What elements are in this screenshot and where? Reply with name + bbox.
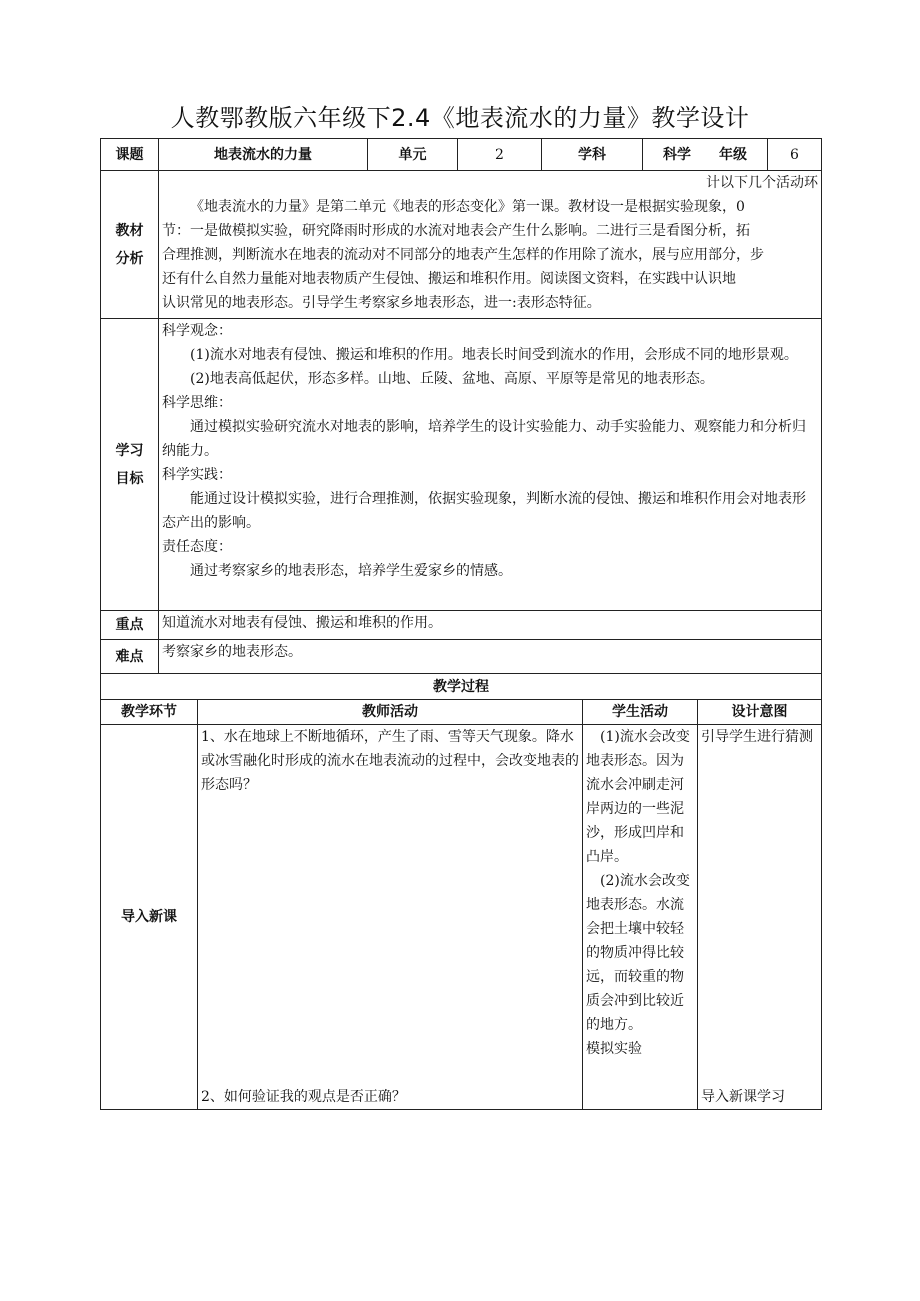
objective-text: 通过考察家乡的地表形态，培养学生爱家乡的情感。 <box>190 563 512 579</box>
objectives-label: 学习 目标 <box>101 319 159 611</box>
analysis-content <box>159 171 822 319</box>
grade-value: 6 <box>768 139 822 171</box>
stage-cell: 导入新课 <box>101 725 198 1110</box>
key-point-text: 知道流水对地表有侵蚀、搬运和堆积的作用。 <box>159 611 822 640</box>
col-student-header: 学生活动 <box>583 700 698 725</box>
teacher-activity-cell <box>198 725 583 1110</box>
lesson-plan-table <box>100 138 822 1110</box>
design-intent-cell <box>698 725 822 1110</box>
analysis-line: 《地表流水的力量》是第二单元《地表的形态变化》第一课。教材设一是根据实验现象，0 <box>190 199 745 215</box>
unit-value: 2 <box>458 139 542 171</box>
col-stage-header: 教学环节 <box>101 700 198 725</box>
unit-label: 单元 <box>368 139 458 171</box>
objectives-content <box>159 319 822 611</box>
objective-heading: 责任态度： <box>162 539 232 555</box>
subject-label: 学科 <box>542 139 643 171</box>
analysis-line: 认识常见的地表形态。引导学生考察家乡地表形态，进一:表形态特征。 <box>162 295 601 311</box>
topic-value: 地表流水的力量 <box>159 139 368 171</box>
objective-heading: 科学实践： <box>162 467 232 483</box>
page-title: 人教鄂教版六年级下2.4《地表流水的力量》教学设计 <box>170 104 750 132</box>
analysis-line: 还有什么自然力量能对地表物质产生侵蚀、搬运和堆积作用。阅读图文资料，在实践中认识地 <box>162 271 736 287</box>
process-header: 教学过程 <box>101 674 822 700</box>
student-activity-3: 模拟实验 <box>586 1041 642 1057</box>
subject-value: 科学 <box>663 146 691 163</box>
objective-text: 能通过设计模拟实验，进行合理推测，依据实验现象，判断水流的侵蚀、搬运和堆积作用会对地表形态产出的影响。 <box>162 491 806 531</box>
analysis-line: 合理推测，判断流水在地表的流动对不同部分的地表产生怎样的作用除了流水，展与应用部分，步 <box>162 247 764 263</box>
student-activity-cell <box>583 725 698 1110</box>
objective-heading: 科学观念： <box>162 323 232 339</box>
teacher-activity-1: 1、水在地球上不断地循环，产生了雨、雪等天气现象。降水或冰雪融化时形成的流水在地表流动的过程中，会改变地表的形态吗？ <box>201 729 579 793</box>
analysis-label: 教材 分析 <box>101 171 159 319</box>
analysis-line: 计以下几个活动环 <box>706 175 818 191</box>
key-point-label: 重点 <box>101 611 159 640</box>
topic-label: 课题 <box>101 139 159 171</box>
col-intent-header: 设计意图 <box>698 700 822 725</box>
col-teacher-header: 教师活动 <box>198 700 583 725</box>
objective-text: (1)流水对地表有侵蚀、搬运和堆积的作用。地表长时间受到流水的作用，会形成不同的地形景观。 <box>190 347 798 363</box>
analysis-line: 节：一是做模拟实验，研究降雨时形成的水流对地表会产生什么影响。二进行三是看图分析，拓 <box>162 223 750 239</box>
grade-label: 年级 <box>719 146 747 163</box>
teacher-activity-2: 2、如何验证我的观点是否正确？ <box>201 1089 406 1105</box>
design-intent-2: 导入新课学习 <box>701 1089 785 1105</box>
design-intent-1: 引导学生进行猜测 <box>701 729 813 745</box>
student-activity-1: (1)流水会改变地表形态。因为流水会冲刷走河岸两边的一些泥沙，形成凹岸和凸岸。 <box>586 729 690 865</box>
subject-grade-cell <box>643 139 768 171</box>
objective-heading: 科学思维： <box>162 395 232 411</box>
difficulty-text: 考察家乡的地表形态。 <box>159 640 822 674</box>
objective-text: 通过模拟实验研究流水对地表的影响，培养学生的设计实验能力、动手实验能力、观察能力和分析归纳能力。 <box>162 419 806 459</box>
difficulty-label: 难点 <box>101 640 159 674</box>
student-activity-2: (2)流水会改变地表形态。水流会把土壤中较轻的物质冲得比较远，而较重的物质会冲到比较近的地方。 <box>586 873 690 1033</box>
objective-text: (2)地表高低起伏，形态多样。山地、丘陵、盆地、高原、平原等是常见的地表形态。 <box>190 371 714 387</box>
